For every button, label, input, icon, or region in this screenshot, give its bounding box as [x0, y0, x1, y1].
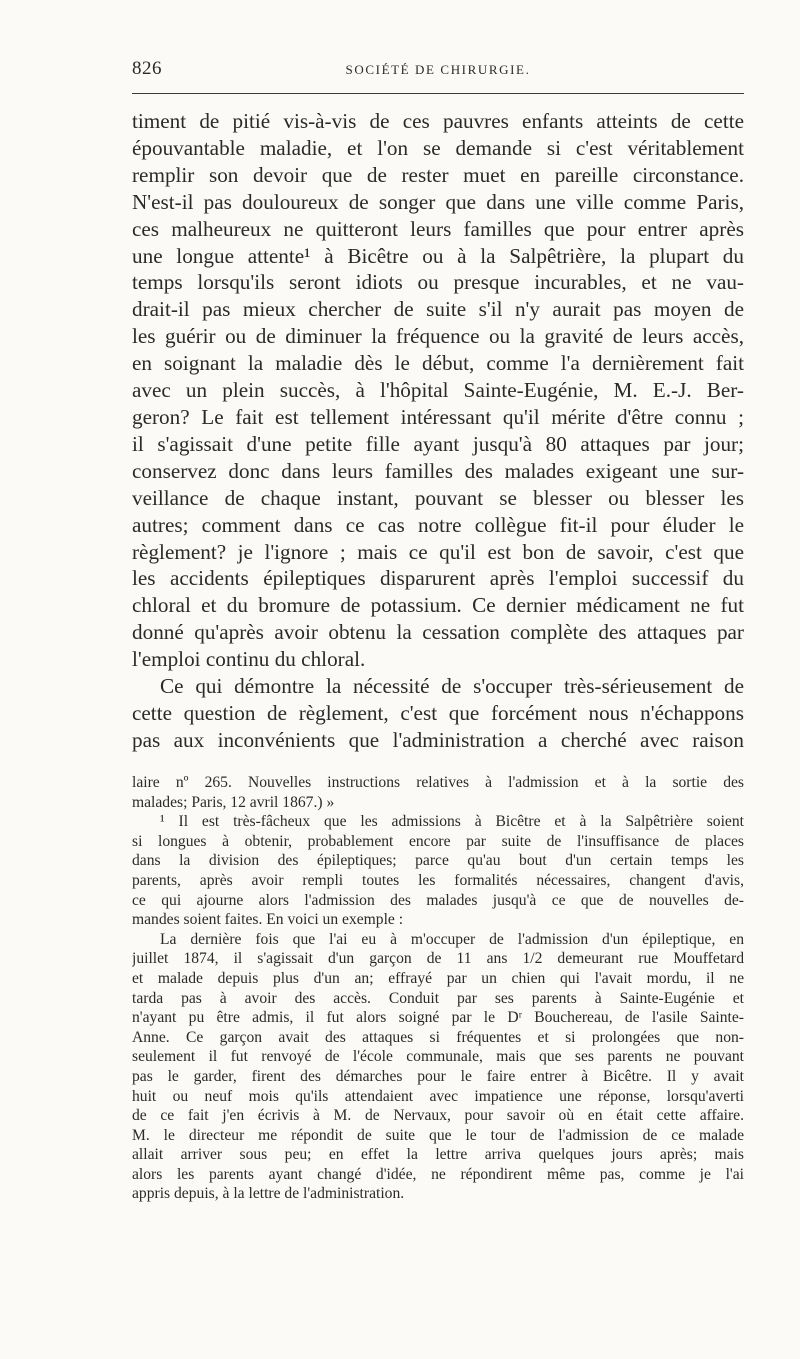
footnote-line: mandes soient faites. En voici un exemple :: [132, 911, 404, 929]
text-line: ces malheureux ne quitteront leurs familles que pour entrer après: [132, 216, 744, 241]
text-line: temps lorsqu'ils seront idiots ou presque incurables, et ne vau-: [132, 270, 744, 295]
text-line: timent de pitié vis-à-vis de ces pauvres enfants atteints de cette: [132, 109, 744, 133]
footnote-line: M. le directeur me répondit de suite que le tour de l'admission de ce malade: [132, 1126, 744, 1144]
footnote-line: ce qui ajourne alors l'admission des malades jusqu'à ce que de nouvelles de-: [132, 891, 744, 909]
footnote-line: La dernière fois que l'ai eu à m'occuper de l'admission d'un épileptique, en: [160, 930, 744, 948]
footnote-line: huit ou neuf mois qu'ils attendaient avec impatience une réponse, lorsqu'averti: [132, 1087, 744, 1105]
text-line: l'emploi continu du chloral.: [132, 647, 366, 672]
text-line: Ce qui démontre la nécessité de s'occuper très-sérieusement de: [160, 674, 744, 699]
footnote-line: Anne. Ce garçon avait des attaques si fréquentes et si prolongées que non-: [132, 1028, 744, 1046]
footnote-line: allait arriver sous peu; en effet la lettre arriva quelques jours après; mais: [132, 1146, 744, 1164]
text-line: avec un plein succès, à l'hôpital Sainte-Eugénie, M. E.-J. Ber-: [132, 378, 744, 403]
footnote-line: pas le garder, firent des démarches pour le faire entrer à Bicêtre. Il y avait: [132, 1067, 744, 1085]
footnote-line: ¹ Il est très-fâcheux que les admissions à Bicêtre et à la Salpêtrière soient: [160, 813, 744, 831]
footnote-line: si longues à obtenir, probablement encore par suite de l'insuffisance de places: [132, 832, 744, 850]
footnote-line: malades; Paris, 12 avril 1867.) »: [132, 793, 335, 811]
header-rule: [132, 93, 744, 94]
text-line: une longue attente¹ à Bicêtre ou à la Salpêtrière, la plupart du: [132, 243, 744, 268]
page-header: [132, 58, 744, 86]
text-line: règlement? je l'ignore ; mais ce qu'il est bon de savoir, c'est que: [132, 539, 744, 564]
text-line: autres; comment dans ce cas notre collègue fit-il pour éluder le: [132, 512, 744, 537]
text-line: N'est-il pas douloureux de songer que dans une ville comme Paris,: [132, 189, 744, 214]
text-line: remplir son devoir que de rester muet en pareille circonstance.: [132, 162, 744, 187]
footnote-line: appris depuis, à la lettre de l'administration.: [132, 1185, 405, 1203]
footnote-line: parents, après avoir rempli toutes les formalités nécessaires, changent d'avis,: [132, 871, 744, 889]
text-line: conservez donc dans leurs familles des malades exigeant une sur-: [132, 458, 744, 483]
text-line: en soignant la maladie dès le début, comme l'a dernièrement fait: [132, 351, 744, 376]
text-line: les guérir ou de diminuer la fréquence ou la gravité de leurs accès,: [132, 324, 744, 349]
running-title: SOCIÉTÉ DE CHIRURGIE.: [345, 62, 531, 77]
text-line: cette question de règlement, c'est que forcément nous n'échappons: [132, 700, 744, 725]
text-line: drait-il pas mieux chercher de suite s'il n'y aurait pas moyen de: [132, 297, 744, 322]
page-number: 826: [132, 58, 162, 79]
footnote-line: laire nº 265. Nouvelles instructions relatives à l'admission et à la sortie des: [132, 774, 744, 791]
text-line: les accidents épileptiques disparurent après l'emploi successif du: [132, 566, 744, 591]
text-line: pas aux inconvénients que l'administration a cherché avec raison: [132, 727, 744, 752]
text-line: donné qu'après avoir obtenu la cessation complète des attaques par: [132, 620, 744, 645]
footnote-line: alors les parents ayant changé d'idée, ne répondirent même pas, comme je l'ai: [132, 1165, 744, 1183]
text-line: chloral et du bromure de potassium. Ce dernier médicament ne fut: [132, 593, 744, 618]
footnote-line: de ce fait j'en écrivis à M. de Nervaux, pour savoir où en était cette affaire.: [132, 1107, 744, 1125]
text-line: il s'agissait d'une petite fille ayant jusqu'à 80 attaques par jour;: [132, 431, 744, 456]
footnote-line: juillet 1874, il s'agissait d'un garçon de 11 ans 1/2 demeurant rue Mouffetard: [132, 950, 744, 968]
text-line: épouvantable maladie, et l'on se demande si c'est véritablement: [132, 135, 744, 160]
footnote-line: seulement il fut renvoyé de l'école communale, mais que ses parents ne pouvant: [132, 1048, 744, 1066]
footnotes: [132, 773, 744, 1204]
text-line: veillance de chaque instant, pouvant se blesser ou blesser les: [132, 485, 744, 510]
footnote-line: dans la division des épileptiques; parce qu'au bout d'un certain temps les: [132, 852, 744, 870]
main-text: [132, 108, 744, 754]
text-line: geron? Le fait est tellement intéressant qu'il mérite d'être connu ;: [132, 404, 744, 429]
footnote-line: n'ayant pu être admis, il fut alors soigné par le Dʳ Bouchereau, de l'asile Sainte-: [132, 1009, 744, 1027]
footnote-line: tarda pas à avoir des accès. Conduit par ses parents à Sainte-Eugénie et: [132, 989, 744, 1007]
footnote-line: et malade depuis plus d'un an; effrayé par un chien qui l'avait mordu, il ne: [132, 969, 744, 987]
